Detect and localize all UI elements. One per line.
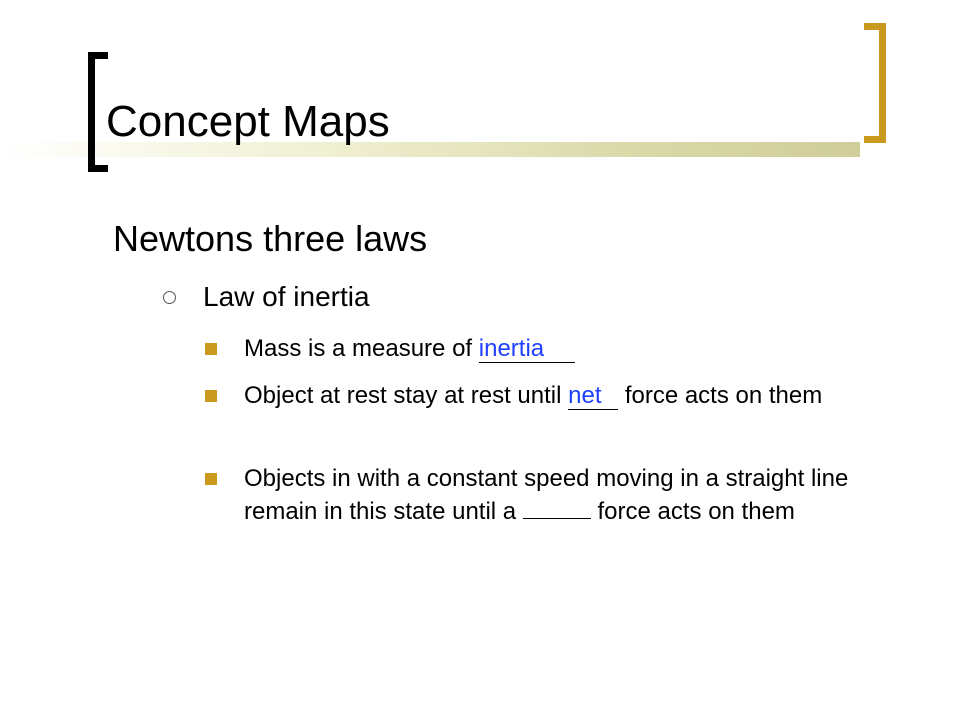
answer-link-net[interactable]: net xyxy=(568,382,602,409)
ring-bullet-icon xyxy=(163,291,176,304)
bullet-2-text-before: Object at rest stay at rest until xyxy=(244,382,562,409)
bullet-3-text-after: force acts on them xyxy=(597,498,795,525)
right-bracket-decoration xyxy=(864,23,886,143)
square-bullet-icon xyxy=(205,343,217,355)
answer-link-inertia[interactable]: inertia xyxy=(478,335,545,362)
bullet-1-text: Mass is a measure of xyxy=(244,335,473,362)
bullet-item-3 xyxy=(244,462,894,528)
bullet-item-2 xyxy=(244,379,884,412)
bullet-item-1 xyxy=(244,332,894,365)
square-bullet-icon xyxy=(205,473,217,485)
blank-2 xyxy=(568,383,618,410)
bullet-3-text-before: Objects in with a constant speed moving in a straight line remain in this state until a xyxy=(244,465,849,525)
square-bullet-icon xyxy=(205,390,217,402)
blank-3 xyxy=(523,518,591,519)
heading-newtons-laws: Newtons three laws xyxy=(113,218,428,259)
bullet-2-text-after: force acts on them xyxy=(624,382,823,409)
left-bracket-decoration xyxy=(88,52,108,172)
slide-title: Concept Maps xyxy=(106,97,390,146)
blank-1 xyxy=(479,336,575,363)
subheading-label: Law of inertia xyxy=(203,281,370,312)
